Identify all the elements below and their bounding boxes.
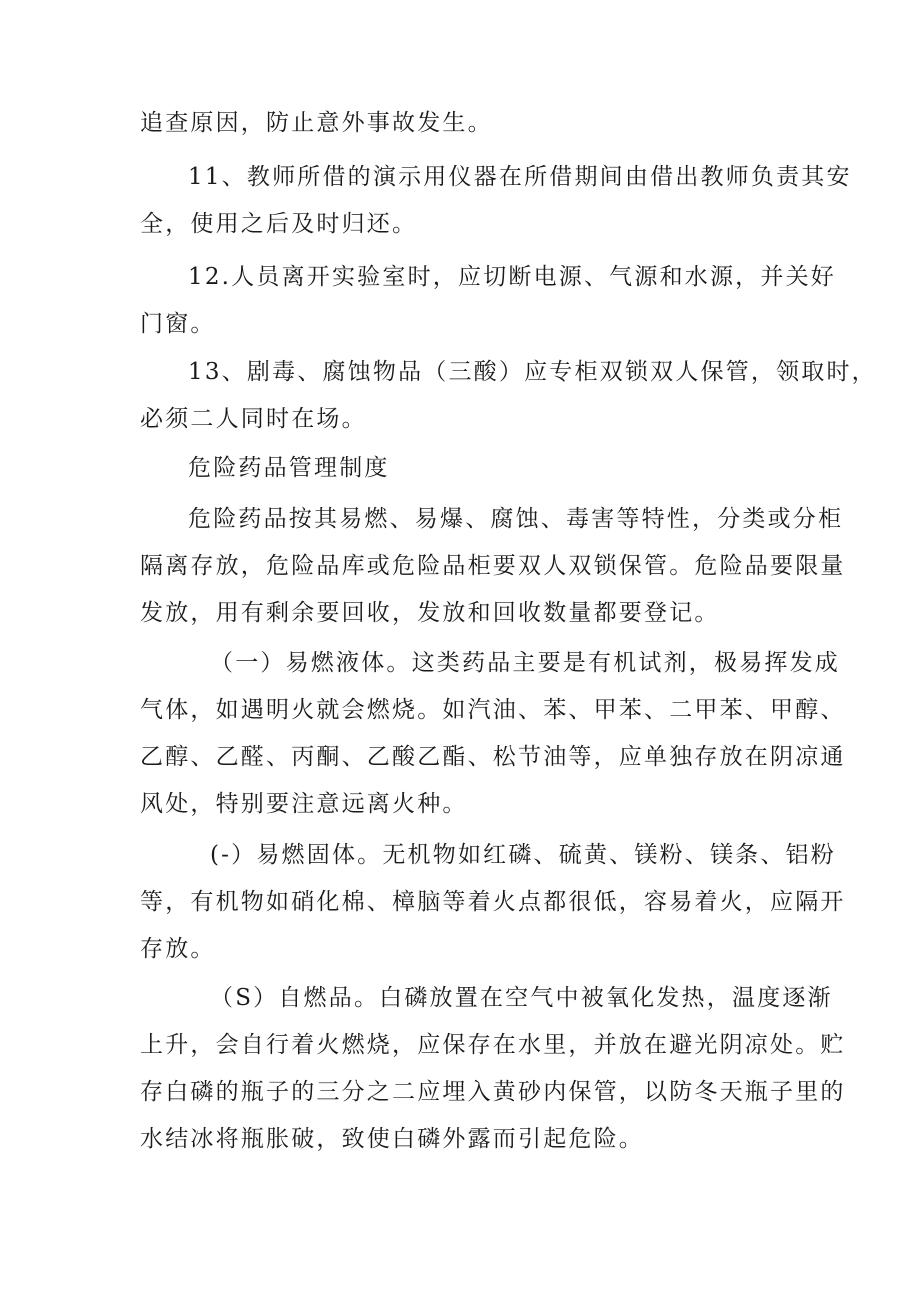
text-line: 上升，会自行着火燃烧，应保存在水里，并放在避光阴凉处。贮 [140, 1032, 846, 1058]
text-line: 12.人员离开实验室时，应切断电源、气源和水源，并关好 [188, 264, 836, 290]
text-line: 全，使用之后及时归还。 [140, 211, 418, 237]
text-line: 存放。 [140, 936, 216, 962]
text-line: 乙醇、乙醛、丙酮、乙酸乙酯、松节油等，应单独存放在阴凉通 [140, 744, 846, 770]
text-line: 追查原因，防止意外事故发生。 [140, 110, 493, 136]
text-line: (-）易燃固体。无机物如红磷、硫黄、镁粉、镁条、铝粉 [210, 842, 836, 868]
text-line: 隔离存放，危险品库或危险品柜要双人双锁保管。危险品要限量 [140, 553, 846, 579]
text-line: 发放，用有剩余要回收，发放和回收数量都要登记。 [140, 600, 720, 626]
text-line: 13、剧毒、腐蚀物品（三酸）应专柜双锁双人保管，领取时， [188, 359, 877, 385]
text-line: （一）易燃液体。这类药品主要是有机试剂，极易挥发成 [210, 650, 840, 676]
section-title: 危险药品管理制度 [188, 455, 390, 481]
text-line: 危险药品按其易燃、易爆、腐蚀、毒害等特性，分类或分柜 [188, 506, 844, 532]
text-line: 气体，如遇明火就会燃烧。如汽油、苯、甲苯、二甲苯、甲醇、 [140, 697, 846, 723]
text-line: 水结冰将瓶胀破，致使白磷外露而引起危险。 [140, 1126, 644, 1152]
text-line: 等，有机物如硝化棉、樟脑等着火点都很低，容易着火，应隔开 [140, 889, 846, 915]
text-line: 风处，特别要注意远离火种。 [140, 791, 468, 817]
text-line: 必须二人同时在场。 [140, 406, 367, 432]
text-line: （S）自燃品。白磷放置在空气中被氧化发热，温度逐渐 [210, 985, 833, 1011]
text-line: 11、教师所借的演示用仪器在所借期间由借出教师负责其安 [188, 164, 852, 190]
text-line: 门窗。 [140, 311, 216, 337]
text-line: 存白磷的瓶子的三分之二应埋入黄砂内保管，以防冬天瓶子里的 [140, 1079, 846, 1105]
